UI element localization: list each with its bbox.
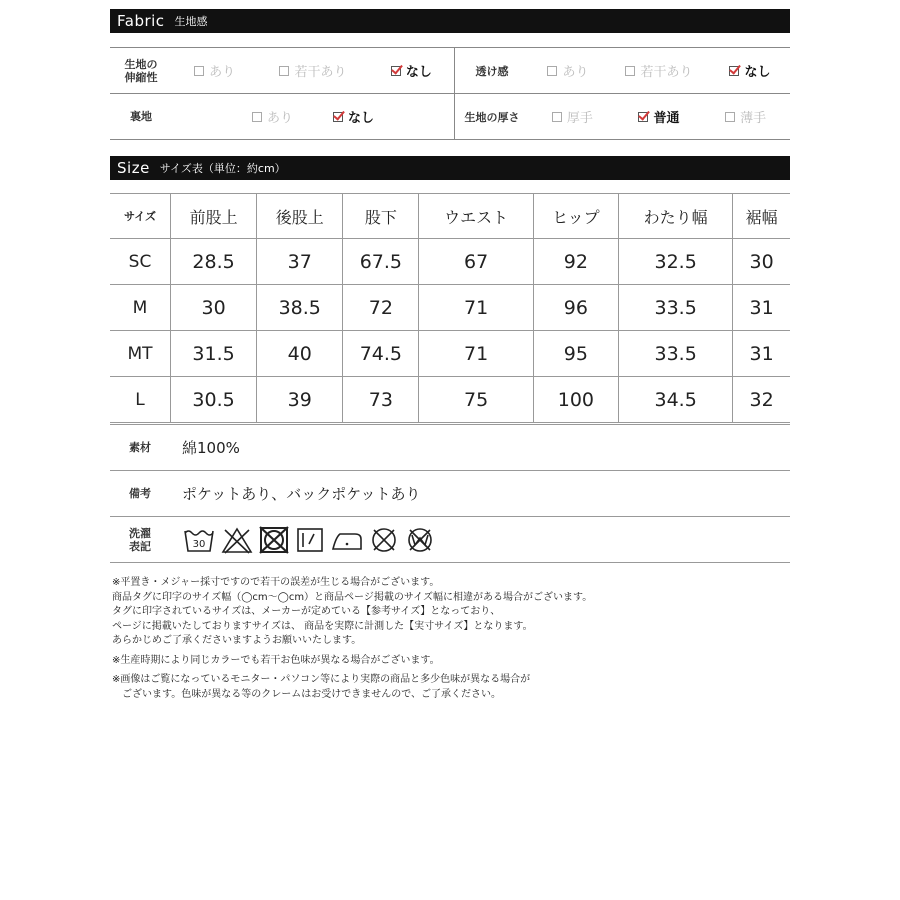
notes <box>112 576 592 702</box>
table-row <box>110 377 790 423</box>
stretch-option-nashi[interactable] <box>391 61 432 80</box>
checkbox-icon <box>552 112 562 122</box>
option-label: 若干あり <box>294 65 347 80</box>
thickness-label: 生地の厚さ <box>464 110 520 124</box>
note-line: ※平置き・メジャー採寸ですので若干の誤差が生じる場合がございます。 <box>112 577 440 588</box>
table-cell: 71 <box>419 285 533 331</box>
stretch-label-line2: 伸縮性 <box>124 70 158 84</box>
header-inseam: 股下 <box>343 194 419 239</box>
table-cell: 39 <box>257 377 343 423</box>
stretch-option-jakkan[interactable] <box>279 61 346 80</box>
no-wet-clean-icon <box>404 525 436 555</box>
table-row <box>110 331 790 377</box>
care-label-line1: 洗濯 <box>129 526 151 540</box>
size-section-header <box>110 156 790 180</box>
lining-options <box>172 94 454 139</box>
option-label: あり <box>266 111 293 126</box>
table-cell: 30.5 <box>171 377 257 423</box>
option-label: あり <box>562 65 589 80</box>
material-value: 綿100% <box>182 439 240 457</box>
table-cell: 74.5 <box>343 331 419 377</box>
wash-30-icon <box>182 525 216 555</box>
remarks-label: 備考 <box>129 487 151 500</box>
iron-low-icon <box>330 525 364 555</box>
fabric-row-2 <box>110 94 790 140</box>
table-cell: 31.5 <box>171 331 257 377</box>
checkbox-icon <box>194 66 204 76</box>
table-cell: 30 <box>733 239 790 285</box>
table-cell: 38.5 <box>257 285 343 331</box>
material-row <box>110 425 790 471</box>
wash-temp-label: 30 <box>192 538 206 550</box>
table-cell: 95 <box>533 331 618 377</box>
thickness-option-atsude[interactable] <box>552 107 593 126</box>
table-cell: 32 <box>733 377 790 423</box>
stretch-options <box>172 48 454 93</box>
sheer-option-nashi[interactable] <box>729 61 770 80</box>
checkbox-icon <box>279 66 289 76</box>
sheer-options <box>529 48 789 93</box>
lining-label: 裏地 <box>130 110 152 123</box>
table-cell: 96 <box>533 285 618 331</box>
table-cell: 40 <box>257 331 343 377</box>
note-line: ※生産時期により同じカラーでも若干お色味が異なる場合がございます。 <box>112 654 440 666</box>
option-label: 厚手 <box>566 111 593 126</box>
line-dry-icon <box>294 525 326 555</box>
table-cell: 34.5 <box>619 377 733 423</box>
table-cell: 28.5 <box>171 239 257 285</box>
note-line: ございます。色味が異なる等のクレームはお受けできませんので、ご了承ください。 <box>112 688 501 700</box>
note-line: ※画像はご覧になっているモニター・パソコン等により実際の商品と多少色味が異なる場合が <box>112 674 531 685</box>
size-cell: M <box>110 285 171 331</box>
sheer-option-jakkan[interactable] <box>625 61 692 80</box>
size-cell: SC <box>110 239 171 285</box>
table-cell: 31 <box>733 331 790 377</box>
material-label: 素材 <box>129 441 151 454</box>
table-cell: 31 <box>733 285 790 331</box>
care-label <box>110 527 170 553</box>
lining-option-ari[interactable] <box>252 107 293 126</box>
lining-option-nashi[interactable] <box>333 107 374 126</box>
fabric-title-en: Fabric <box>117 12 165 30</box>
sheer-option-ari[interactable] <box>547 61 588 80</box>
table-cell: 75 <box>419 377 533 423</box>
remarks-value: ポケットあり、バックポケットあり <box>182 485 421 503</box>
table-cell: 73 <box>343 377 419 423</box>
checkbox-icon <box>547 66 557 76</box>
option-label: あり <box>209 65 236 80</box>
option-label: 薄手 <box>740 111 767 126</box>
checkbox-icon <box>625 66 635 76</box>
size-title-en: Size <box>117 159 150 177</box>
table-cell: 32.5 <box>619 239 733 285</box>
table-cell: 33.5 <box>619 331 733 377</box>
header-front-rise: 前股上 <box>171 194 257 239</box>
header-thigh: わたり幅 <box>619 194 733 239</box>
table-cell: 67.5 <box>343 239 419 285</box>
header-waist: ウエスト <box>419 194 533 239</box>
fabric-section-header <box>110 9 790 33</box>
stretch-option-ari[interactable] <box>194 61 235 80</box>
care-row <box>110 517 790 563</box>
size-title-jp: サイズ表（単位：約cm） <box>159 162 286 175</box>
stretch-label-line1: 生地の <box>124 57 158 71</box>
size-cell: L <box>110 377 171 423</box>
size-cell: MT <box>110 331 171 377</box>
table-cell: 33.5 <box>619 285 733 331</box>
table-row <box>110 285 790 331</box>
option-label: 若干あり <box>640 65 693 80</box>
header-size: サイズ <box>110 194 171 239</box>
fabric-title-jp: 生地感 <box>174 15 208 28</box>
thickness-option-futsuu[interactable] <box>638 107 679 126</box>
table-cell: 72 <box>343 285 419 331</box>
checked-checkbox-icon <box>638 112 648 122</box>
note-line: あらかじめご了承くださいますようお願いいたします。 <box>112 635 362 646</box>
thickness-options <box>529 94 789 139</box>
no-dry-clean-icon <box>368 525 400 555</box>
fabric-row-1 <box>110 48 790 94</box>
checkbox-icon <box>252 112 262 122</box>
checked-checkbox-icon <box>729 66 739 76</box>
header-hem: 裾幅 <box>733 194 790 239</box>
table-cell: 67 <box>419 239 533 285</box>
option-label: なし <box>405 65 432 80</box>
remarks-row <box>110 471 790 517</box>
note-line: 商品タグに印字のサイズ幅（◯cm〜◯cm）と商品ページ掲載のサイズ幅に相違がある場合がございます。 <box>112 591 593 603</box>
table-cell: 37 <box>257 239 343 285</box>
table-cell: 71 <box>419 331 533 377</box>
care-symbols <box>182 525 436 555</box>
option-label: なし <box>744 65 771 80</box>
thickness-option-usude[interactable] <box>725 107 766 126</box>
no-bleach-icon <box>220 525 254 555</box>
note-line: ページに掲載いたしておりますサイズは、 商品を実際に計測した【実寸サイズ】となります。 <box>112 620 533 632</box>
option-label: 普通 <box>653 111 680 126</box>
table-cell: 100 <box>533 377 618 423</box>
no-tumble-dry-icon <box>258 525 290 555</box>
table-cell: 30 <box>171 285 257 331</box>
table-cell: 92 <box>533 239 618 285</box>
note-line: タグに印字されているサイズは、メーカーが定めている【参考サイズ】となっており、 <box>112 606 501 617</box>
header-back-rise: 後股上 <box>257 194 343 239</box>
stretch-label <box>110 58 172 84</box>
sheer-label: 透け感 <box>475 64 509 78</box>
size-table <box>110 193 790 423</box>
info-table <box>110 424 790 563</box>
option-label: なし <box>348 111 375 126</box>
fabric-table <box>110 47 790 140</box>
checkbox-icon <box>725 112 735 122</box>
header-hip: ヒップ <box>533 194 618 239</box>
size-table-header-row <box>110 194 790 239</box>
checked-checkbox-icon <box>333 112 343 122</box>
checked-checkbox-icon <box>391 66 401 76</box>
care-label-line2: 表記 <box>129 539 151 553</box>
table-row <box>110 239 790 285</box>
